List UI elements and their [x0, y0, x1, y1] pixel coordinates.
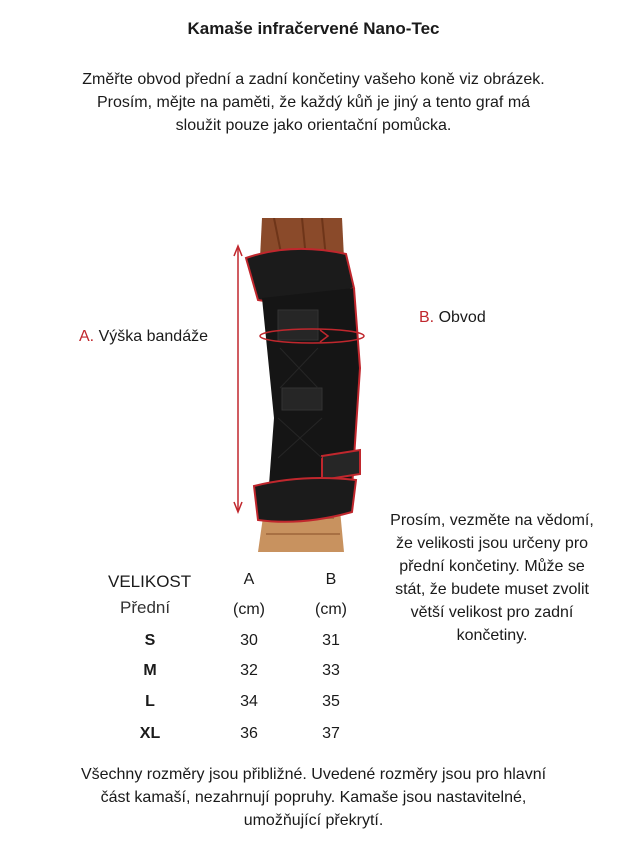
boot-strap	[282, 388, 322, 410]
table-header-front: Přední	[120, 598, 171, 617]
table-row-size: L	[145, 693, 155, 710]
note-line: že velikosti jsou určeny pro	[395, 535, 589, 552]
footer-text	[30, 763, 597, 832]
label-height-text: Výška bandáže	[98, 328, 208, 345]
label-height	[79, 328, 208, 346]
intro-line: Změřte obvod přední a zadní končetiny vašeho koně viz obrázek.	[82, 71, 545, 88]
boot-bottom-cuff	[254, 478, 356, 522]
boot-strap	[278, 310, 318, 340]
intro-text	[40, 68, 587, 137]
label-circumference-letter: B.	[419, 309, 435, 326]
table-row-size: M	[143, 662, 157, 679]
table-header-a: A	[243, 571, 255, 588]
table-row-a: 36	[240, 725, 258, 742]
table-header-size: VELIKOST	[108, 572, 192, 591]
note-line: stát, že budete muset zvolit	[395, 581, 589, 598]
table-row-a: 34	[240, 693, 258, 710]
boot-strap	[322, 450, 360, 480]
table-row-a: 30	[240, 632, 258, 649]
table-row-a: 32	[240, 662, 258, 679]
label-circumference	[419, 309, 486, 327]
footer-line: umožňující překrytí.	[243, 812, 384, 829]
table-row-size: S	[144, 632, 156, 649]
intro-line: Prosím, mějte na paměti, že každý kůň je jiný a tento graf má	[96, 94, 531, 111]
table-header-b: B	[325, 571, 337, 588]
boot-diagram	[222, 218, 372, 552]
table-unit-b: (cm)	[315, 601, 347, 618]
table-unit-a: (cm)	[233, 601, 265, 618]
note-line: Prosím, vezměte na vědomí,	[390, 512, 594, 529]
intro-line: sloužit pouze jako orientační pomůcka.	[175, 117, 452, 134]
table-row-b: 31	[322, 632, 340, 649]
footer-line: Všechny rozměry jsou přibližné. Uvedené rozměry jsou pro hlavní	[80, 766, 547, 783]
note-line: končetiny.	[456, 627, 528, 644]
label-circumference-text: Obvod	[438, 309, 486, 326]
table-row-b: 35	[322, 693, 340, 710]
note-line: přední končetiny. Může se	[399, 558, 585, 575]
size-note	[372, 509, 612, 647]
label-height-letter: A.	[79, 328, 95, 345]
table-row-b: 37	[322, 725, 340, 742]
note-line: větší velikost pro zadní	[410, 604, 574, 621]
footer-line: část kamaší, nezahrnují popruhy. Kamaše jsou nastavitelné,	[100, 789, 527, 806]
page-title: Kamaše infračervené Nano-Tec	[187, 19, 440, 38]
table-row-size: XL	[139, 725, 161, 742]
table-row-b: 33	[322, 662, 340, 679]
